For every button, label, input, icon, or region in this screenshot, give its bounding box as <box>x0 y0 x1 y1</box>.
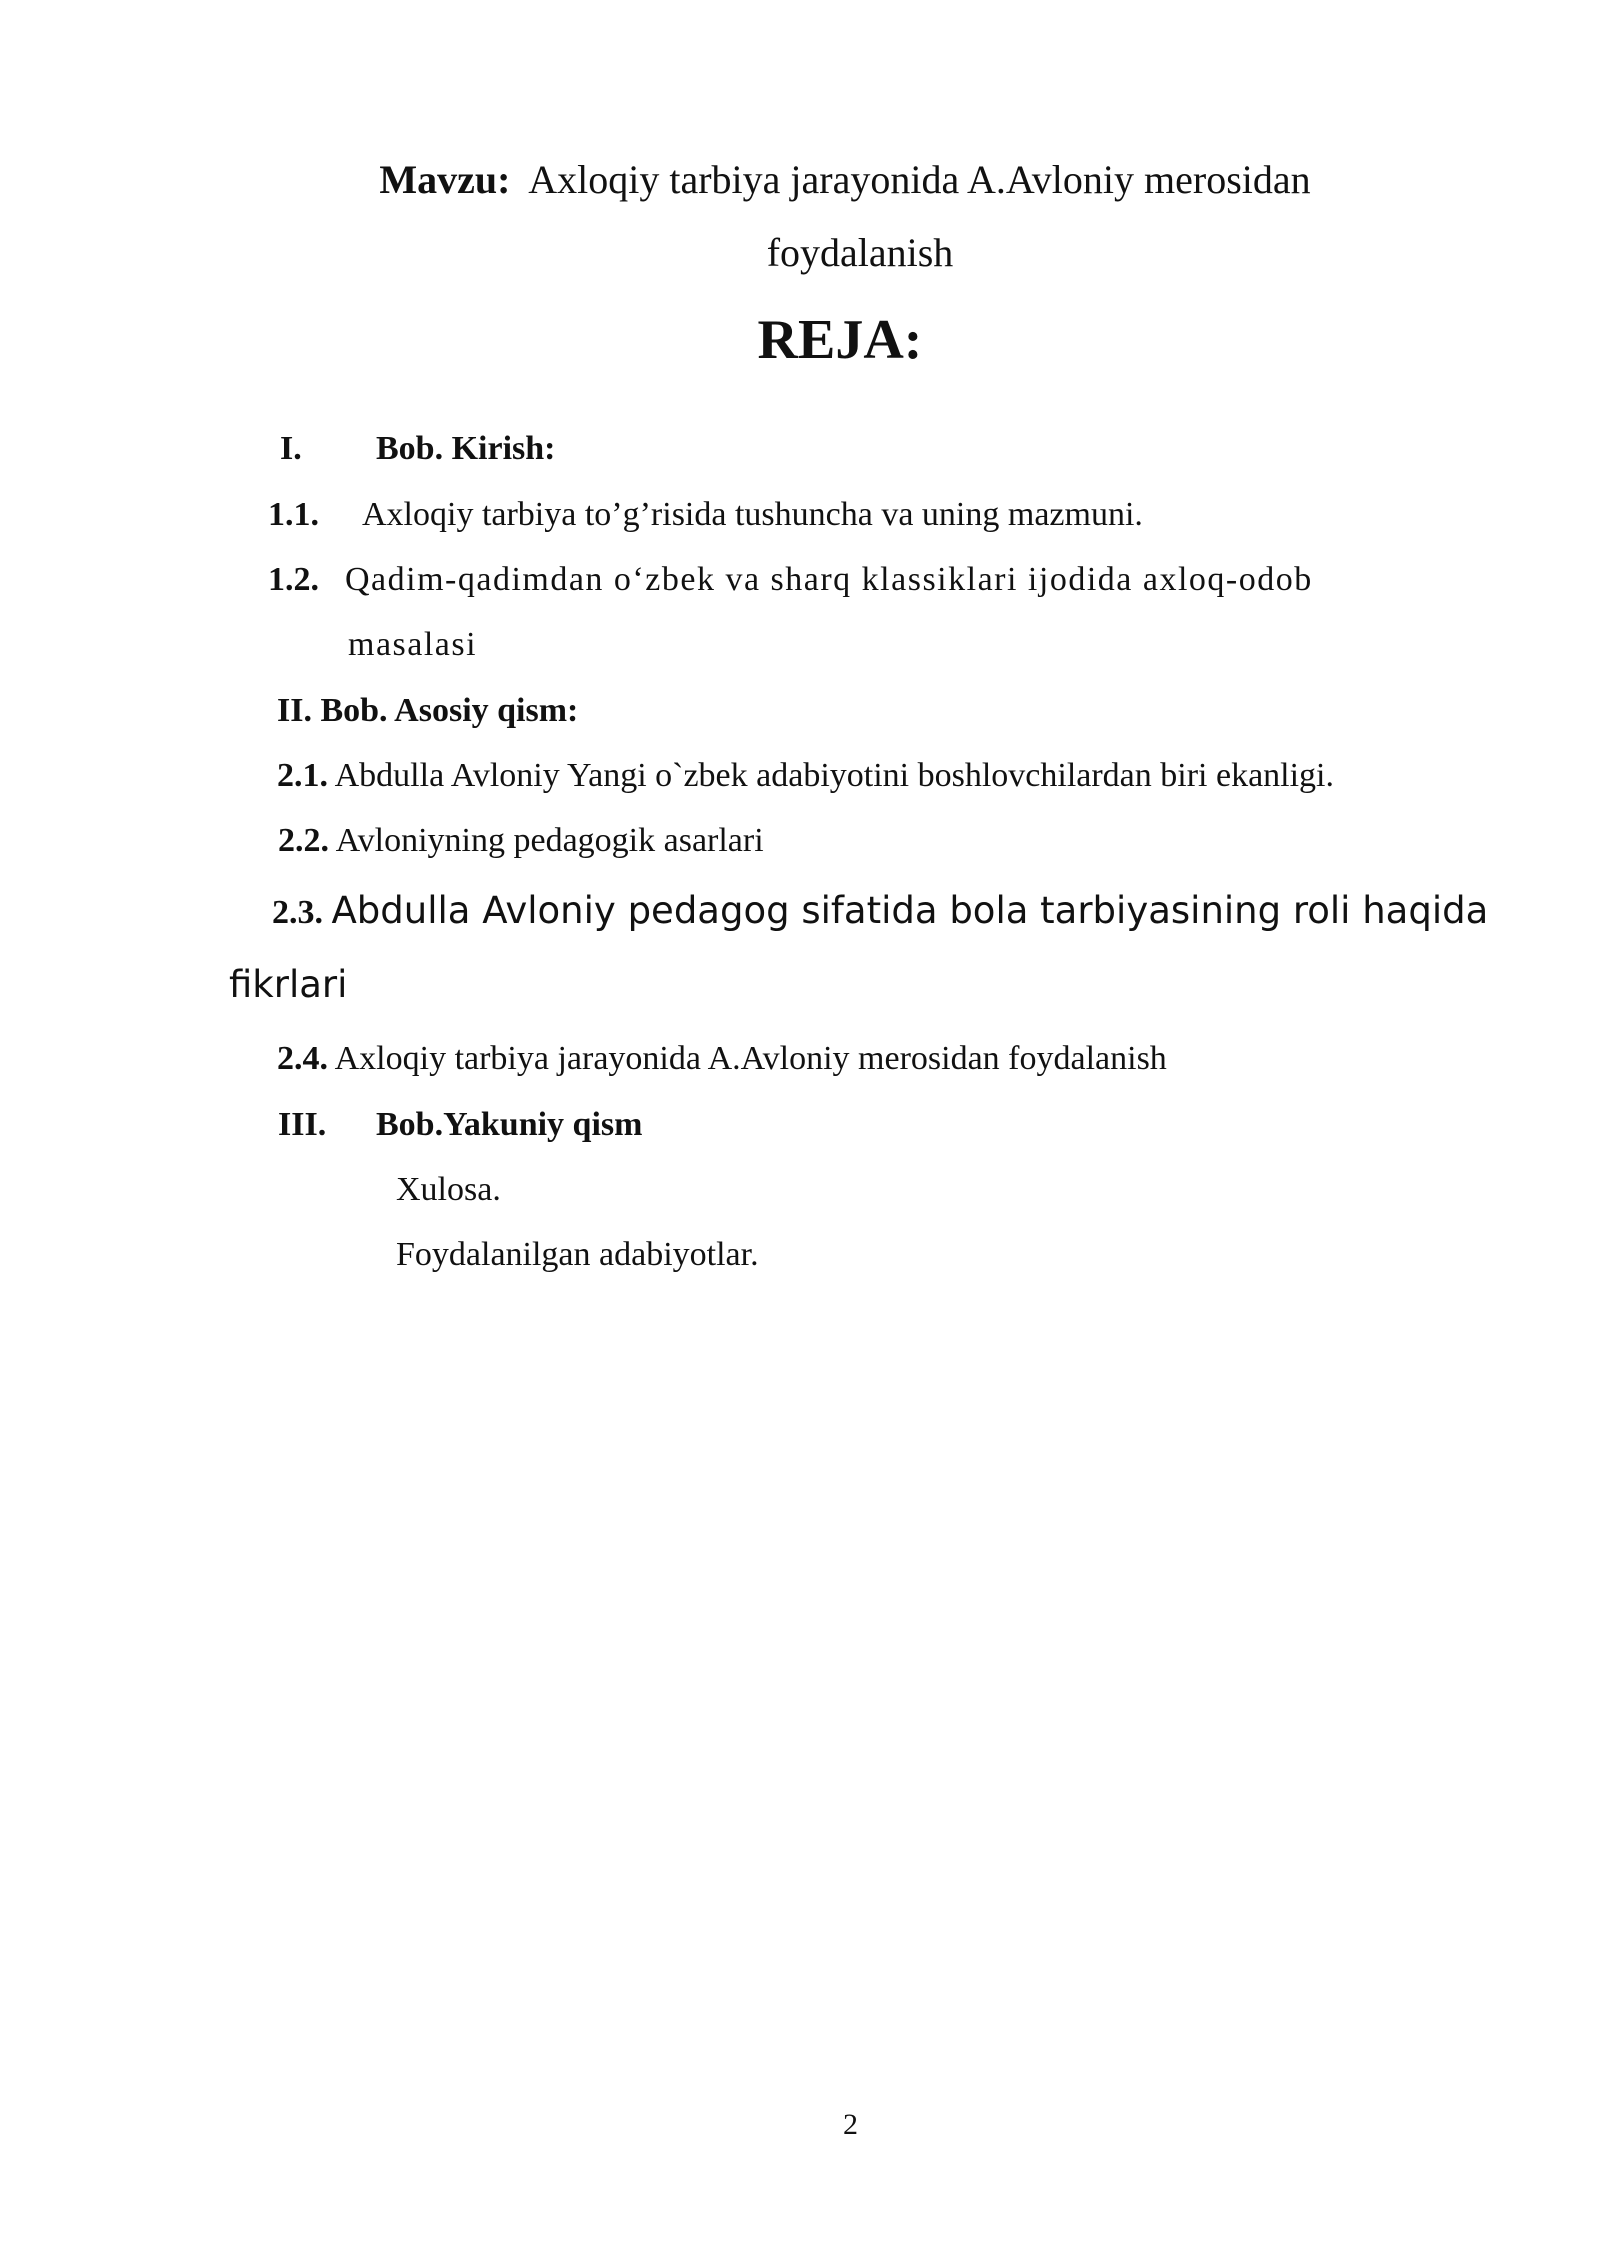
section-1-2 <box>268 563 319 597</box>
section-2-2 <box>278 824 764 858</box>
section-2-1-text: Abdulla Avloniy Yangi o`zbek adabiyotini boshlovchilardan biri ekanligi. <box>334 757 1335 794</box>
references: Foydalanilgan adabiyotlar. <box>396 1236 759 1273</box>
section-2-4 <box>277 1042 1167 1076</box>
topic-text-line-2: foydalanish <box>766 230 954 275</box>
conclusion: Xulosa. <box>396 1171 501 1208</box>
chapter-2 <box>277 694 578 728</box>
section-2-1 <box>277 759 1334 793</box>
page-number: 2 <box>843 2108 858 2141</box>
section-1-1 <box>268 498 319 532</box>
section-1-1-number: 1.1. <box>268 496 319 533</box>
section-2-2-text: Avloniyning pedagogik asarlari <box>335 822 764 859</box>
section-2-4-number: 2.4. <box>277 1040 328 1077</box>
chapter-1-title-wrap <box>376 432 555 466</box>
topic-line-1 <box>0 157 1600 202</box>
section-1-1-text: Axloqiy tarbiya to’g’risida tushuncha va uning mazmuni. <box>362 496 1143 533</box>
chapter-3-title-wrap <box>376 1108 642 1142</box>
chapter-3-title: Bob.Yakuniy qism <box>376 1106 643 1143</box>
section-2-1-number: 2.1. <box>277 757 328 794</box>
section-2-3-number: 2.3. <box>272 894 323 931</box>
plan-heading: REJA: <box>757 309 923 371</box>
section-2-2-number: 2.2. <box>278 822 329 859</box>
chapter-1-number: I. <box>280 430 302 467</box>
chapter-2-number: II. <box>277 692 312 729</box>
chapter-3 <box>278 1108 326 1142</box>
section-2-3-text-line-2: fikrlari <box>229 963 348 1006</box>
chapter-1-title: Bob. Kirish: <box>376 430 556 467</box>
section-2-3 <box>272 889 1489 932</box>
topic-label: Mavzu: <box>379 157 511 202</box>
section-2-4-text: Axloqiy tarbiya jarayonida A.Avloniy merosidan foydalanish <box>334 1040 1167 1077</box>
topic-text-line-1: Axloqiy tarbiya jarayonida A.Avloniy merosidan <box>528 157 1311 202</box>
section-1-2-number: 1.2. <box>268 561 319 598</box>
section-2-3-text-line-1: Abdulla Avloniy pedagog sifatida bola tarbiyasining roli haqida <box>331 889 1489 932</box>
chapter-3-number: III. <box>278 1106 327 1143</box>
section-1-2-text-line-1: Qadim-qadimdan o‘zbek va sharq klassiklari ijodida axloq-odob <box>345 561 1313 598</box>
section-1-2-text-line-2: masalasi <box>348 626 478 663</box>
chapter-2-title: Bob. Asosiy qism: <box>320 692 579 729</box>
chapter-1 <box>280 432 302 466</box>
